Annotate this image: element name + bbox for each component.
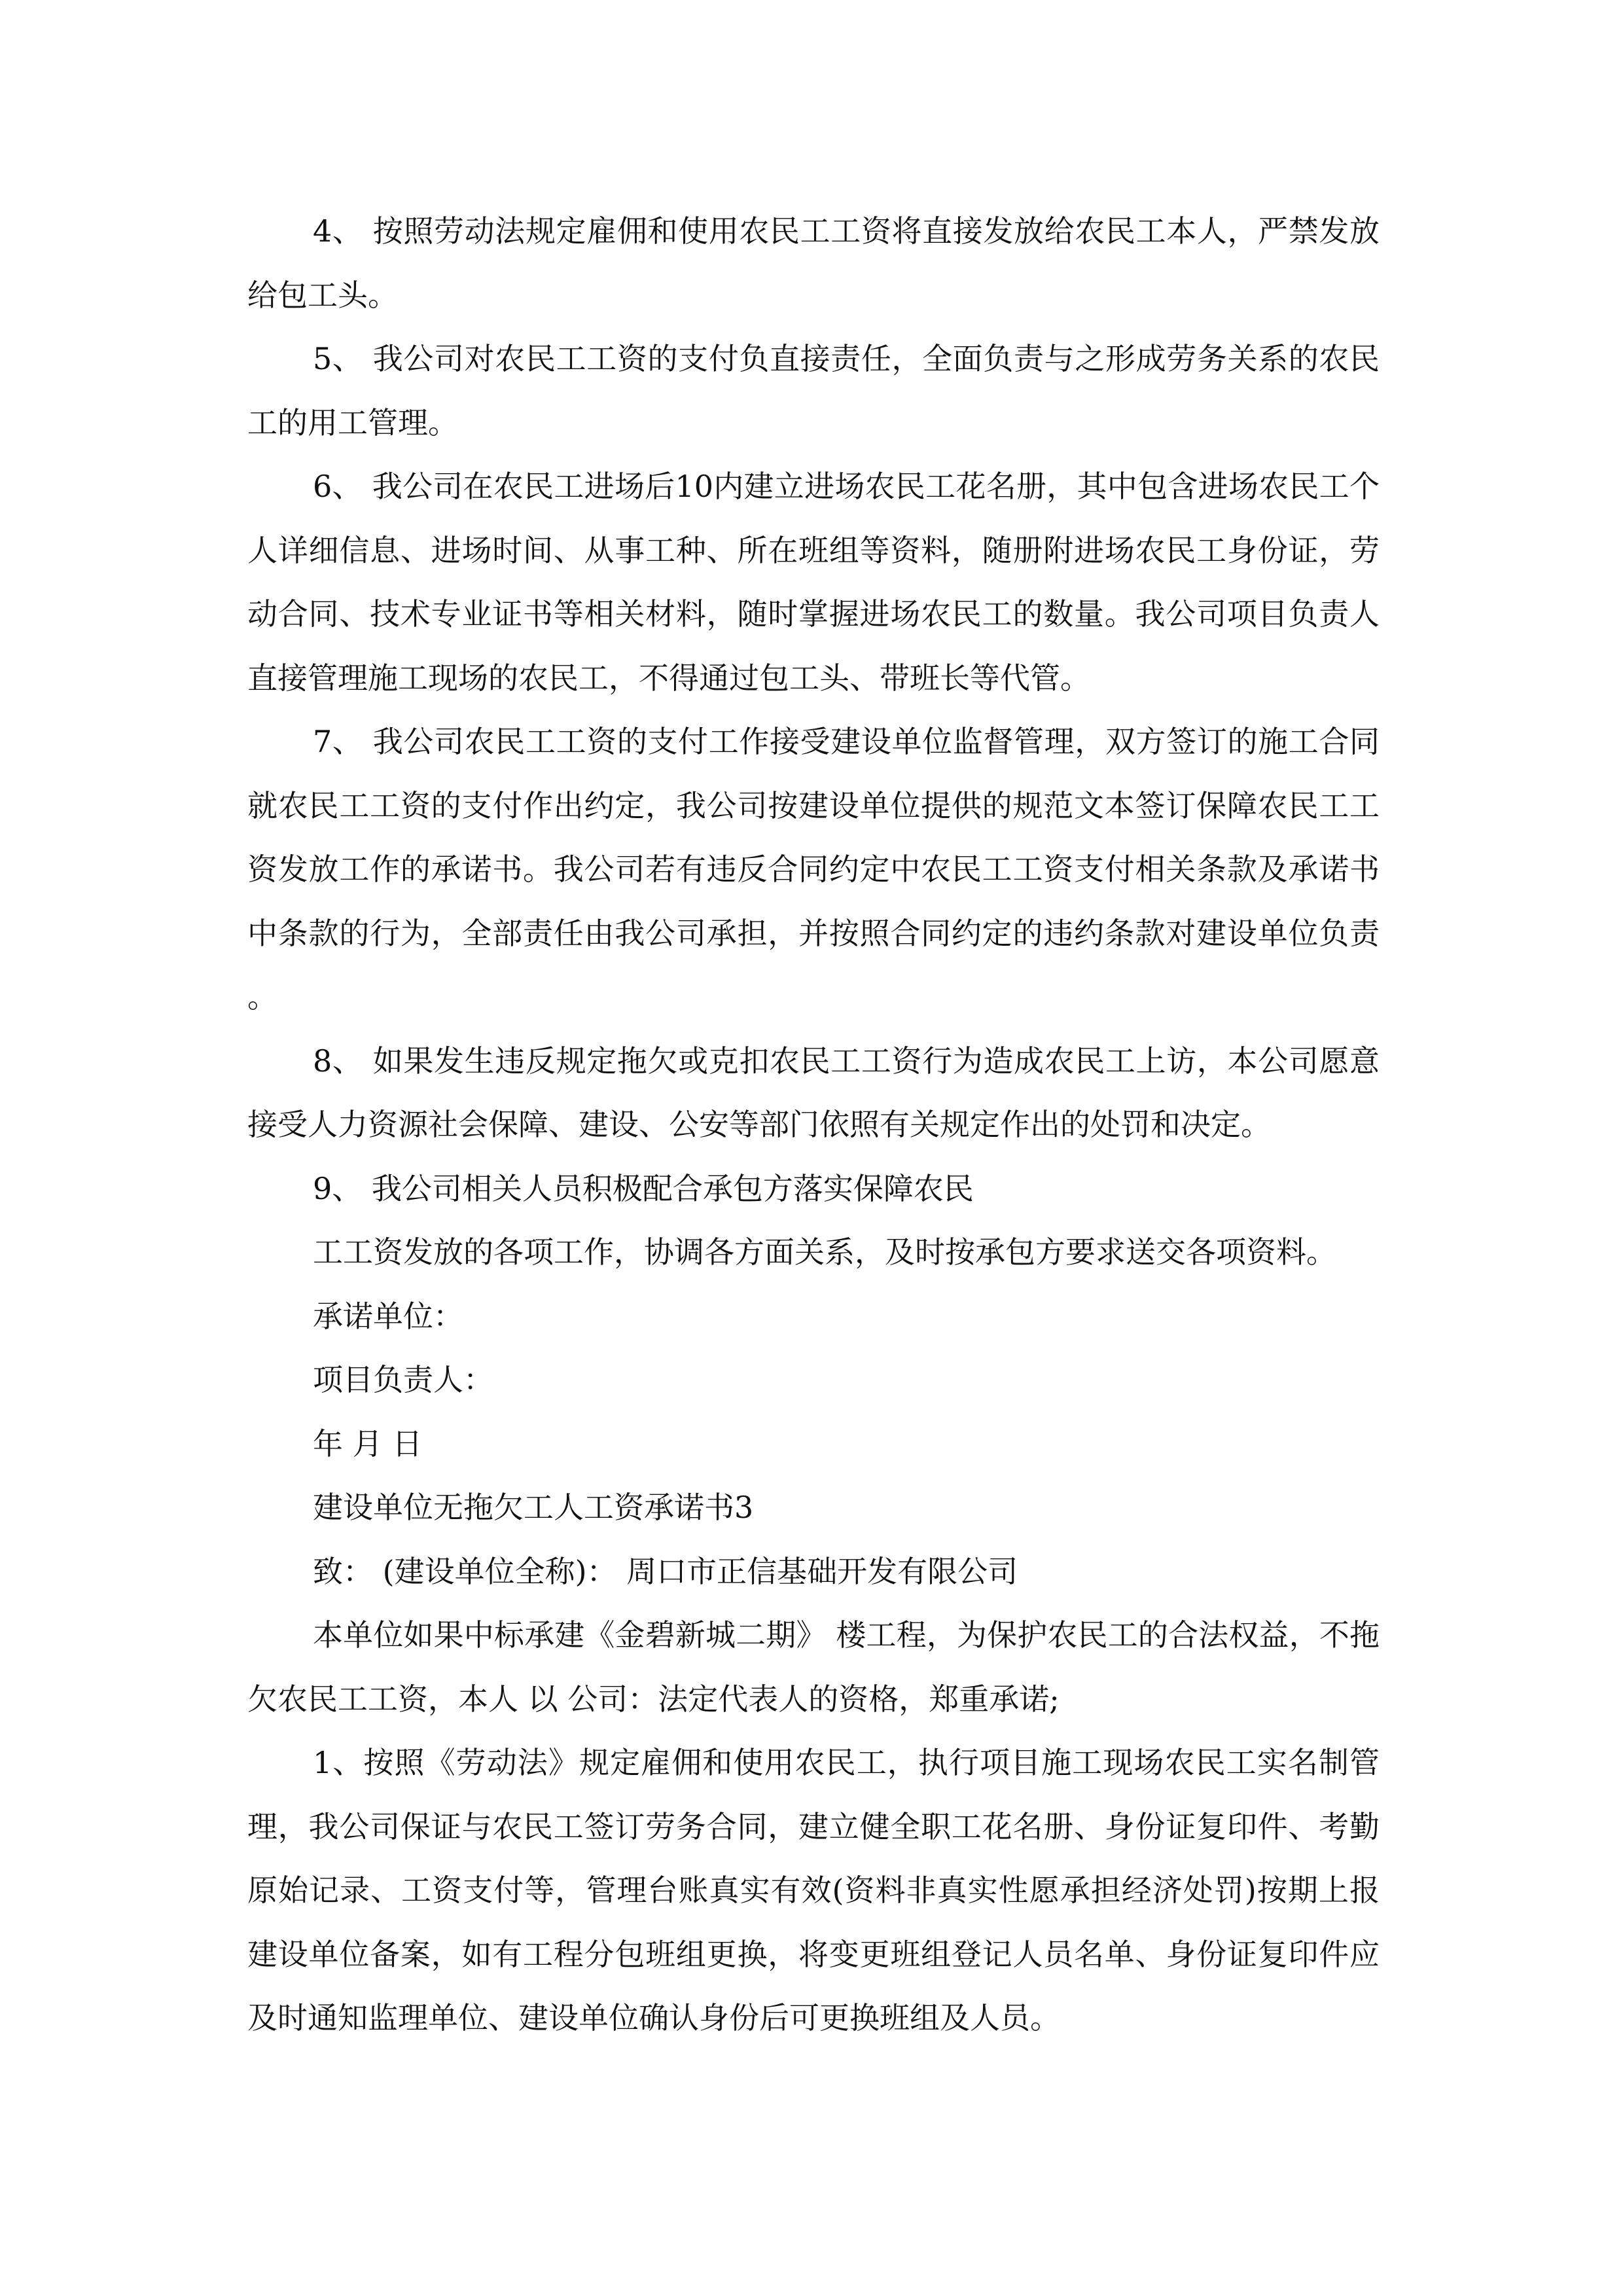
clause-5: 5、 我公司对农民工工资的支付负直接责任，全面负责与之形成劳务关系的农民工的用工管理。 xyxy=(247,341,1380,440)
date-line: 年 月 日 xyxy=(313,1426,423,1462)
clause-9: 9、 我公司相关人员积极配合承包方落实保障农民 xyxy=(313,1170,974,1206)
clause-7: 7、 我公司农民工工资的支付工作接受建设单位监督管理，双方签订的施工合同就农民工工资的支付作出约定，我公司按建设单位提供的规范文本签订保障农民工工资发放工作的承诺书。我公司若有违反合同约定中农民工工资支付相关条款及承诺书中条款的行为，全部责任由我公司承担，并按照合同约定的违约条款对建设单位负责。 xyxy=(247,724,1380,1014)
signing-unit-label: 承诺单位： xyxy=(313,1298,463,1334)
introduction-paragraph: 本单位如果中标承建《金碧新城二期》 楼工程，为保护农民工的合法权益，不拖欠农民工工资，本人 以 公司：法定代表人的资格，郑重承诺; xyxy=(247,1617,1380,1717)
clause-6: 6、 我公司在农民工进场后10内建立进场农民工花名册，其中包含进场农民工个人详细信息、进场时间、从事工种、所在班组等资料，随册附进场农民工身份证，劳动合同、技术专业证书等相关材料，随时掌握进场农民工的数量。我公司项目负责人直接管理施工现场的农民工，不得通过包工头、带班长等代管。 xyxy=(247,469,1380,696)
commitment-1: 1、按照《劳动法》规定雇佣和使用农民工，执行项目施工现场农民工实名制管理，我公司保证与农民工签订劳务合同，建立健全职工花名册、身份证复印件、考勤原始记录、工资支付等，管理台账真实有效(资料非真实性愿承担经济处罚)按期上报建设单位备案，如有工程分包班组更换，将变更班组登记人员名单、身份证复印件应及时通知监理单位、建设单位确认身份后可更换班组及人员。 xyxy=(247,1745,1380,2036)
section-title: 建设单位无拖欠工人工资承诺书3 xyxy=(313,1490,754,1525)
addressee-line: 致： (建设单位全称)： 周口市正信基础开发有限公司 xyxy=(313,1553,1018,1589)
clause-9-continuation: 工工资发放的各项工作，协调各方面关系，及时按承包方要求送交各项资料。 xyxy=(313,1234,1336,1270)
project-manager-label: 项目负责人： xyxy=(313,1362,493,1397)
clause-4: 4、 按照劳动法规定雇佣和使用农民工工资将直接发放给农民工本人，严禁发放给包工头。 xyxy=(247,213,1380,313)
clause-8: 8、 如果发生违反规定拖欠或克扣农民工工资行为造成农民工上访，本公司愿意接受人力资源社会保障、建设、公安等部门依照有关规定作出的处罚和决定。 xyxy=(247,1043,1380,1142)
document-body xyxy=(247,200,1380,2051)
